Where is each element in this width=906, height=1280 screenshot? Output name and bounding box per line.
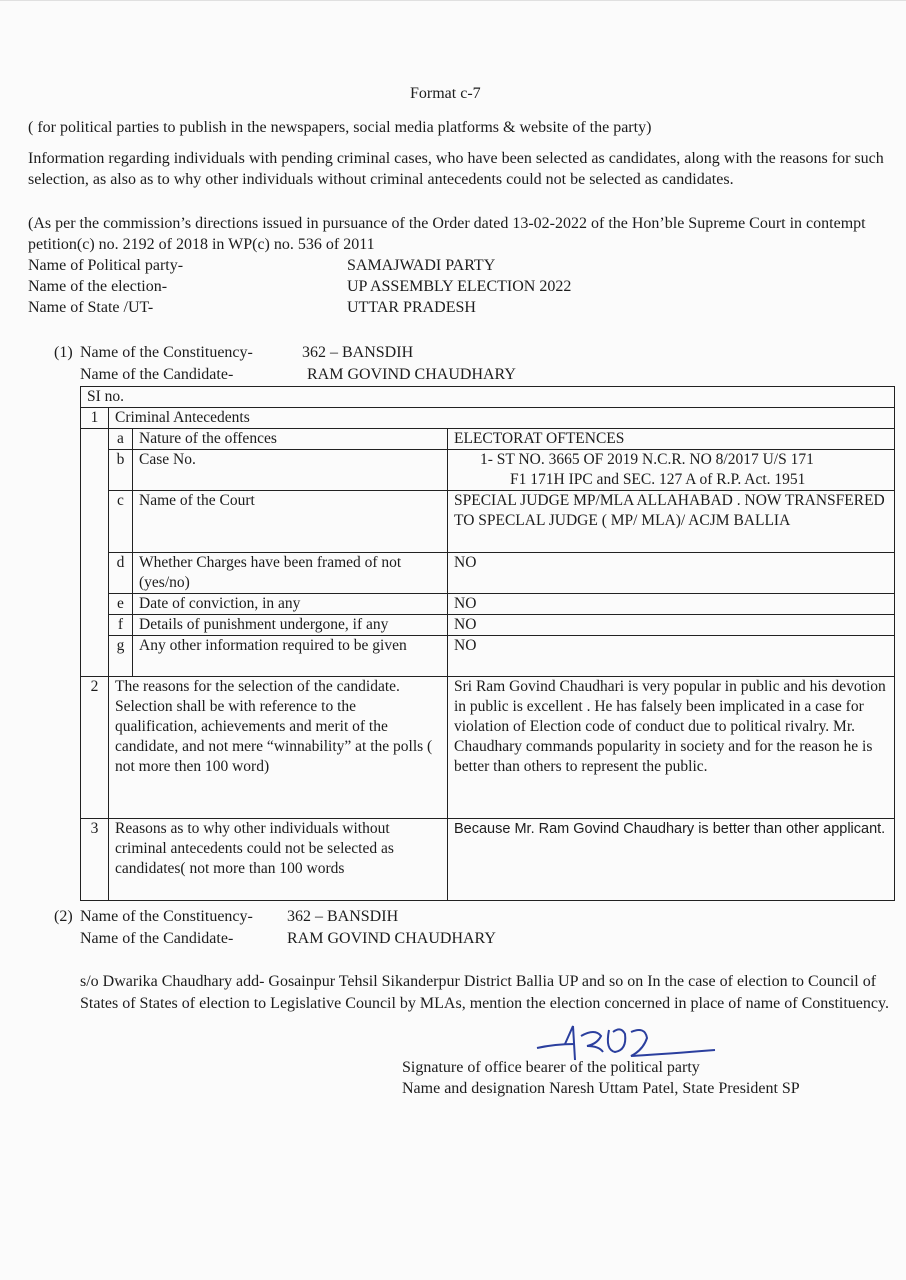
criminal-antecedents-title: Criminal Antecedents [109,408,895,429]
row-number: 1 [81,408,109,429]
item-letter: a [109,429,133,450]
table-row [81,429,895,450]
name-designation: Name and designation Naresh Uttam Patel, State President SP [402,1080,800,1097]
section1-candidate-value: RAM GOVIND CHAUDHARY [307,366,516,383]
table-row [81,491,895,553]
purpose-line: ( for political parties to publish in the newspapers, social media platforms & website of the party) [28,119,652,136]
row-number: 3 [81,819,109,901]
election-label: Name of the election- [28,278,168,295]
section1-constituency-label: Name of the Constituency- [80,344,253,361]
format-title: Format c-7 [410,85,481,102]
item-label: Case No. [133,450,448,491]
table-row [81,615,895,636]
section2-candidate-label: Name of the Candidate- [80,930,234,947]
item-letter: e [109,594,133,615]
state-label: Name of State /UT- [28,299,154,316]
spacer-cell [81,429,109,677]
section2-constituency-label: Name of the Constituency- [80,908,253,925]
election-value: UP ASSEMBLY ELECTION 2022 [347,278,572,295]
case-number-line-2: F1 171H IPC and SEC. 127 A of R.P. Act. 1951 [510,471,806,488]
table-row [81,677,895,819]
item-label: Date of conviction, in any [133,594,448,615]
section2-candidate-value: RAM GOVIND CHAUDHARY [287,930,496,947]
item-label: Details of punishment undergone, if any [133,615,448,636]
selection-reason-label: The reasons for the selection of the candidate. Selection shall be with reference to the qualification, achievements and merit of the candidate, and not mere “winnability” at the polls ( not more then 100 word) [109,677,448,819]
party-label: Name of Political party- [28,257,184,274]
party-value: SAMAJWADI PARTY [347,257,496,274]
signature-label: Signature of office bearer of the political party [402,1059,700,1076]
case-number-line-1: 1- ST NO. 3665 OF 2019 N.C.R. NO 8/2017 U/S 171 [480,451,814,468]
item-value: NO [448,553,895,594]
item-letter: g [109,636,133,677]
item-label: Nature of the offences [133,429,448,450]
item-value: SPECIAL JUDGE MP/MLA ALLAHABAD . NOW TRANSFERED TO SPECLAL JUDGE ( MP/ MLA)/ ACJM BALLIA [448,491,895,553]
table-row [81,553,895,594]
table-row [81,819,895,901]
intro-paragraph: Information regarding individuals with pending criminal cases, who have been selected as candidates, along with the reasons for such selection, as also as to why other individuals without criminal antecedents could not be selected as candidates. [28,150,884,188]
item-value: NO [448,615,895,636]
item-letter: d [109,553,133,594]
table-row [81,450,895,491]
table-row [81,636,895,677]
case-number-cell [448,450,895,491]
item-value: NO [448,636,895,677]
table-row [81,594,895,615]
table-row [81,408,895,429]
state-value: UTTAR PRADESH [347,299,476,316]
item-value: ELECTORAT OFTENCES [448,429,895,450]
section1-constituency-value: 362 – BANSDIH [302,344,414,361]
item-letter: b [109,450,133,491]
section1-number: (1) [54,344,73,361]
table-header-row [81,387,895,408]
row-number: 2 [81,677,109,819]
directions-paragraph: (As per the commission’s directions issued in pursuance of the Order dated 13-02-2022 of the Hon’ble Supreme Court in contempt petition(c) no. 2192 of 2018 in WP(c) no. 536 of 2011 [28,215,866,253]
item-letter: c [109,491,133,553]
sl-no-header: SI no. [81,387,895,408]
criminal-antecedents-table [80,386,895,901]
item-label: Any other information required to be given [133,636,448,677]
section2-constituency-value: 362 – BANSDIH [287,908,399,925]
selection-reason-value: Sri Ram Govind Chaudhari is very popular in public and his devotion in public is excellent . He has falsely been implicated in a case for violation of Election code of conduct due to political rivalry. Mr. Chaudhary commands popularity in society and for the reason he is better than others to represent the public. [448,677,895,819]
address-note: s/o Dwarika Chaudhary add- Gosainpur Tehsil Sikanderpur District Ballia UP and so on In the case of election to Council of States of States of election to Legislative Council by MLAs, mention the election concerned in place of name of Constituency. [80,973,889,1012]
other-individuals-label: Reasons as to why other individuals without criminal antecedents could not be selected as candidates( not more than 100 words [109,819,448,901]
item-label: Name of the Court [133,491,448,553]
section1-candidate-label: Name of the Candidate- [80,366,234,383]
section2-number: (2) [54,908,73,925]
item-value: NO [448,594,895,615]
item-label: Whether Charges have been framed of not (yes/no) [133,553,448,594]
item-letter: f [109,615,133,636]
page-edge [0,0,906,1]
other-individuals-value: Because Mr. Ram Govind Chaudhary is better than other applicant. [448,819,895,901]
